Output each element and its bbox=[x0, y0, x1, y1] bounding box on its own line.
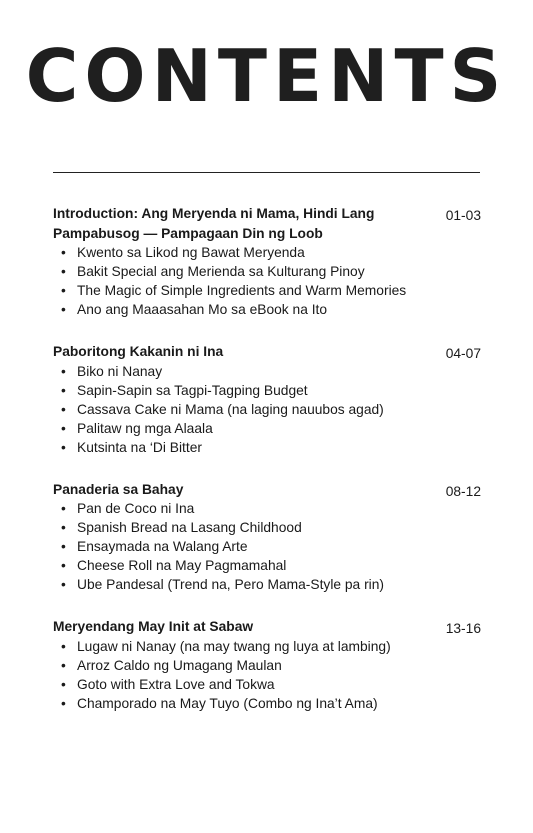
section-title: Panaderia sa Bahay bbox=[53, 481, 184, 497]
list-item: • Lugaw ni Nanay (na may twang ng luya at lambing) bbox=[61, 637, 481, 656]
page-range: 13-16 bbox=[445, 621, 481, 636]
list-item: • Palitaw ng mga Alaala bbox=[61, 419, 481, 438]
toc-section-sabaw bbox=[53, 617, 481, 713]
page-range: 08-12 bbox=[445, 483, 481, 499]
list-item: • The Magic of Simple Ingredients and Warm Memories bbox=[61, 281, 481, 300]
list-item: • Arroz Caldo ng Umagang Maulan bbox=[61, 656, 481, 675]
divider bbox=[53, 172, 480, 173]
list-item: • Pan de Coco ni Ina bbox=[61, 499, 481, 518]
section-item-list bbox=[53, 362, 481, 457]
toc-section-kakanin bbox=[53, 342, 481, 457]
section-item-list bbox=[53, 243, 481, 319]
page-title: CONTENTS bbox=[25, 34, 508, 118]
list-item: • Kwento sa Likod ng Bawat Meryenda bbox=[61, 243, 481, 262]
list-item: • Biko ni Nanay bbox=[61, 362, 481, 381]
list-item: • Ube Pandesal (Trend na, Pero Mama-Style pa rin) bbox=[61, 575, 481, 594]
list-item: • Cassava Cake ni Mama (na laging nauubos agad) bbox=[61, 400, 481, 419]
list-item: • Cheese Roll na May Pagmamahal bbox=[61, 556, 481, 575]
list-item: • Goto with Extra Love and Tokwa bbox=[61, 675, 481, 694]
section-title: Paboritong Kakanin ni Ina bbox=[53, 344, 224, 359]
list-item: • Spanish Bread na Lasang Childhood bbox=[61, 518, 481, 537]
toc-section-panaderia bbox=[53, 480, 481, 595]
section-header bbox=[53, 342, 481, 362]
section-title: Introduction: Ang Meryenda ni Mama, Hindi Lang Pampabusog — Pampagaan Din ng Loob bbox=[53, 206, 375, 241]
table-of-contents bbox=[53, 204, 481, 736]
list-item: • Champorado na May Tuyo (Combo ng Ina’t Ama) bbox=[61, 694, 481, 713]
page-range: 04-07 bbox=[445, 346, 481, 361]
list-item: • Kutsinta na ‘Di Bitter bbox=[61, 438, 481, 457]
list-item: • Ensaymada na Walang Arte bbox=[61, 537, 481, 556]
toc-section-introduction bbox=[53, 204, 481, 319]
section-item-list bbox=[53, 499, 481, 594]
page-range: 01-03 bbox=[445, 208, 481, 223]
list-item: • Sapin-Sapin sa Tagpi-Tagping Budget bbox=[61, 381, 481, 400]
section-item-list bbox=[53, 637, 481, 713]
section-header bbox=[53, 480, 481, 500]
section-title: Meryendang May Init at Sabaw bbox=[53, 619, 254, 634]
list-item: • Ano ang Maaasahan Mo sa eBook na Ito bbox=[61, 300, 481, 319]
section-header bbox=[53, 204, 481, 243]
section-header bbox=[53, 617, 481, 637]
list-item: • Bakit Special ang Merienda sa Kulturang Pinoy bbox=[61, 262, 481, 281]
